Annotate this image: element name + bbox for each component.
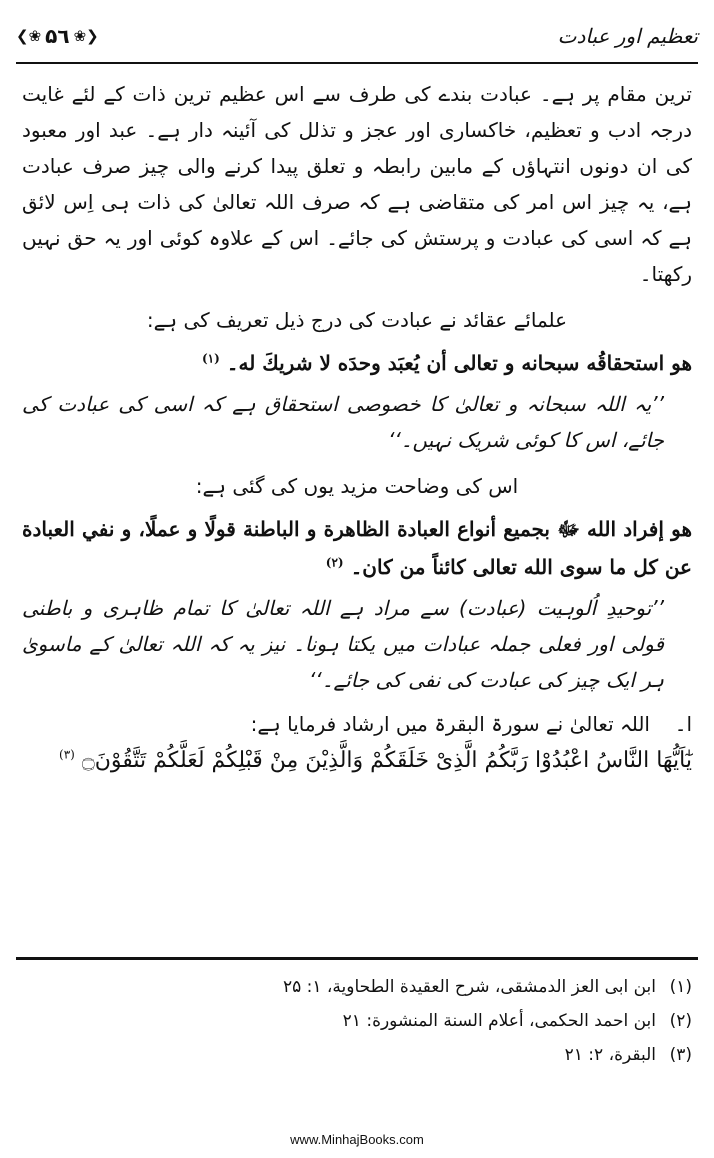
page-header [16, 22, 698, 58]
translation-quote: ’’توحیدِ اُلوہیت (عبادت) سے مراد ہے اللہ تعالیٰ کا تمام ظاہری و باطنی قولی اور فعلی جملہ عبادات میں یکتا ہونا۔ نیز یہ کہ اللہ تعالیٰ کے ماسویٰ ہر ایک چیز کی عبادت کی نفی کی جائے۔‘‘ [22, 596, 664, 692]
arabic-explanation-text: هو إفراد الله ﷻ بجميع أنواع العبادة الظاهرة و الباطنة قولًا و عملًا، و نفي العبادة عن كل ما سوى الله تعالى كائناً من كان۔ [22, 517, 692, 579]
footnotes [22, 970, 692, 1072]
footnote [22, 1038, 692, 1072]
footnote-ref: (٣) [59, 747, 75, 762]
page-body [22, 76, 692, 780]
numbered-item [22, 706, 692, 742]
footnote [22, 1004, 692, 1038]
chapter-title: تعظیم اور عبادت [557, 24, 698, 48]
quran-verse [22, 742, 692, 780]
intro-line: علمائے عقائد نے عبادت کی درج ذیل تعریف کی ہے: [146, 308, 568, 332]
footnote-ref: (٢) [325, 555, 344, 570]
website-footer: www.MinhajBooks.com [290, 1132, 424, 1147]
arabic-definition [22, 344, 692, 382]
translation-quote: ’’یہ اللہ سبحانہ و تعالیٰ کا خصوصی استحقاق ہے کہ اسی کی عبادت کی جائے، اس کا کوئی شریک نہیں۔‘‘ [22, 392, 664, 452]
footnote-number: (١) [669, 977, 692, 997]
arabic-definition-text: هو استحقاقُه سبحانه و تعالى أن يُعبَد وحدَه لا شريكَ له۔ [226, 351, 692, 375]
footnote-number: (٣) [669, 1045, 692, 1065]
footnote-text: البقرة، ٢: ٢١ [564, 1045, 656, 1065]
page-number-badge [16, 24, 99, 48]
ornament-right-icon: ❀❯ [73, 27, 99, 45]
item-text: اللہ تعالیٰ نے سورۃ البقرۃ میں ارشاد فرمایا ہے: [250, 712, 650, 736]
paragraph: ترین مقام پر ہے۔ عبادت بندے کی طرف سے اس عظیم ترین ذات کے لئے غایت درجہ ادب و تعظیم، خاکساری اور عجز و تذلل کی آئینہ دار ہے۔ عبد اور معبود کی ان دونوں انتہاؤں کے مابین رابطہ و تعلق پیدا کرنے والی چیز صرف عبادت ہے، یہ چیز اس امر کی متقاضی ہے کہ صرف اللہ تعالیٰ کی ذات ہی اِس لائق ہے کہ اسی کی عبادت و پرستش کی جائے۔ اس کے علاوہ کوئی اور یہ حق نہیں رکھتا۔ [22, 82, 692, 286]
footnote-text: ابن احمد الحكمی، أعلام السنة المنشورة: ٢١ [342, 1011, 656, 1031]
footnote-number: (٢) [669, 1011, 692, 1031]
item-marker: ا۔ [674, 712, 692, 736]
quran-verse-text: يٰٓاَيُّهَا النَّاسُ اعْبُدُوْا رَبَّكُمُ الَّذِیْ خَلَقَكُمْ وَالَّذِيْنَ مِنْ قَبْلِكُمْ لَعَلَّكُمْ تَتَّقُوْنَ۝ [81, 748, 692, 773]
footnote-ref: (١) [201, 351, 220, 366]
footnote [22, 970, 692, 1004]
arabic-explanation [22, 510, 692, 586]
ornament-left-icon: ❮❀ [16, 27, 42, 45]
intro-line: اس کی وضاحت مزید یوں کی گئی ہے: [195, 474, 519, 498]
footnote-divider [16, 957, 698, 960]
footnote-text: ابن ابی العز الدمشقی، شرح العقيدة الطحاوية، ١: ٢۵ [282, 977, 656, 997]
header-divider [16, 62, 698, 64]
page-number: ۵٦ [45, 24, 70, 48]
